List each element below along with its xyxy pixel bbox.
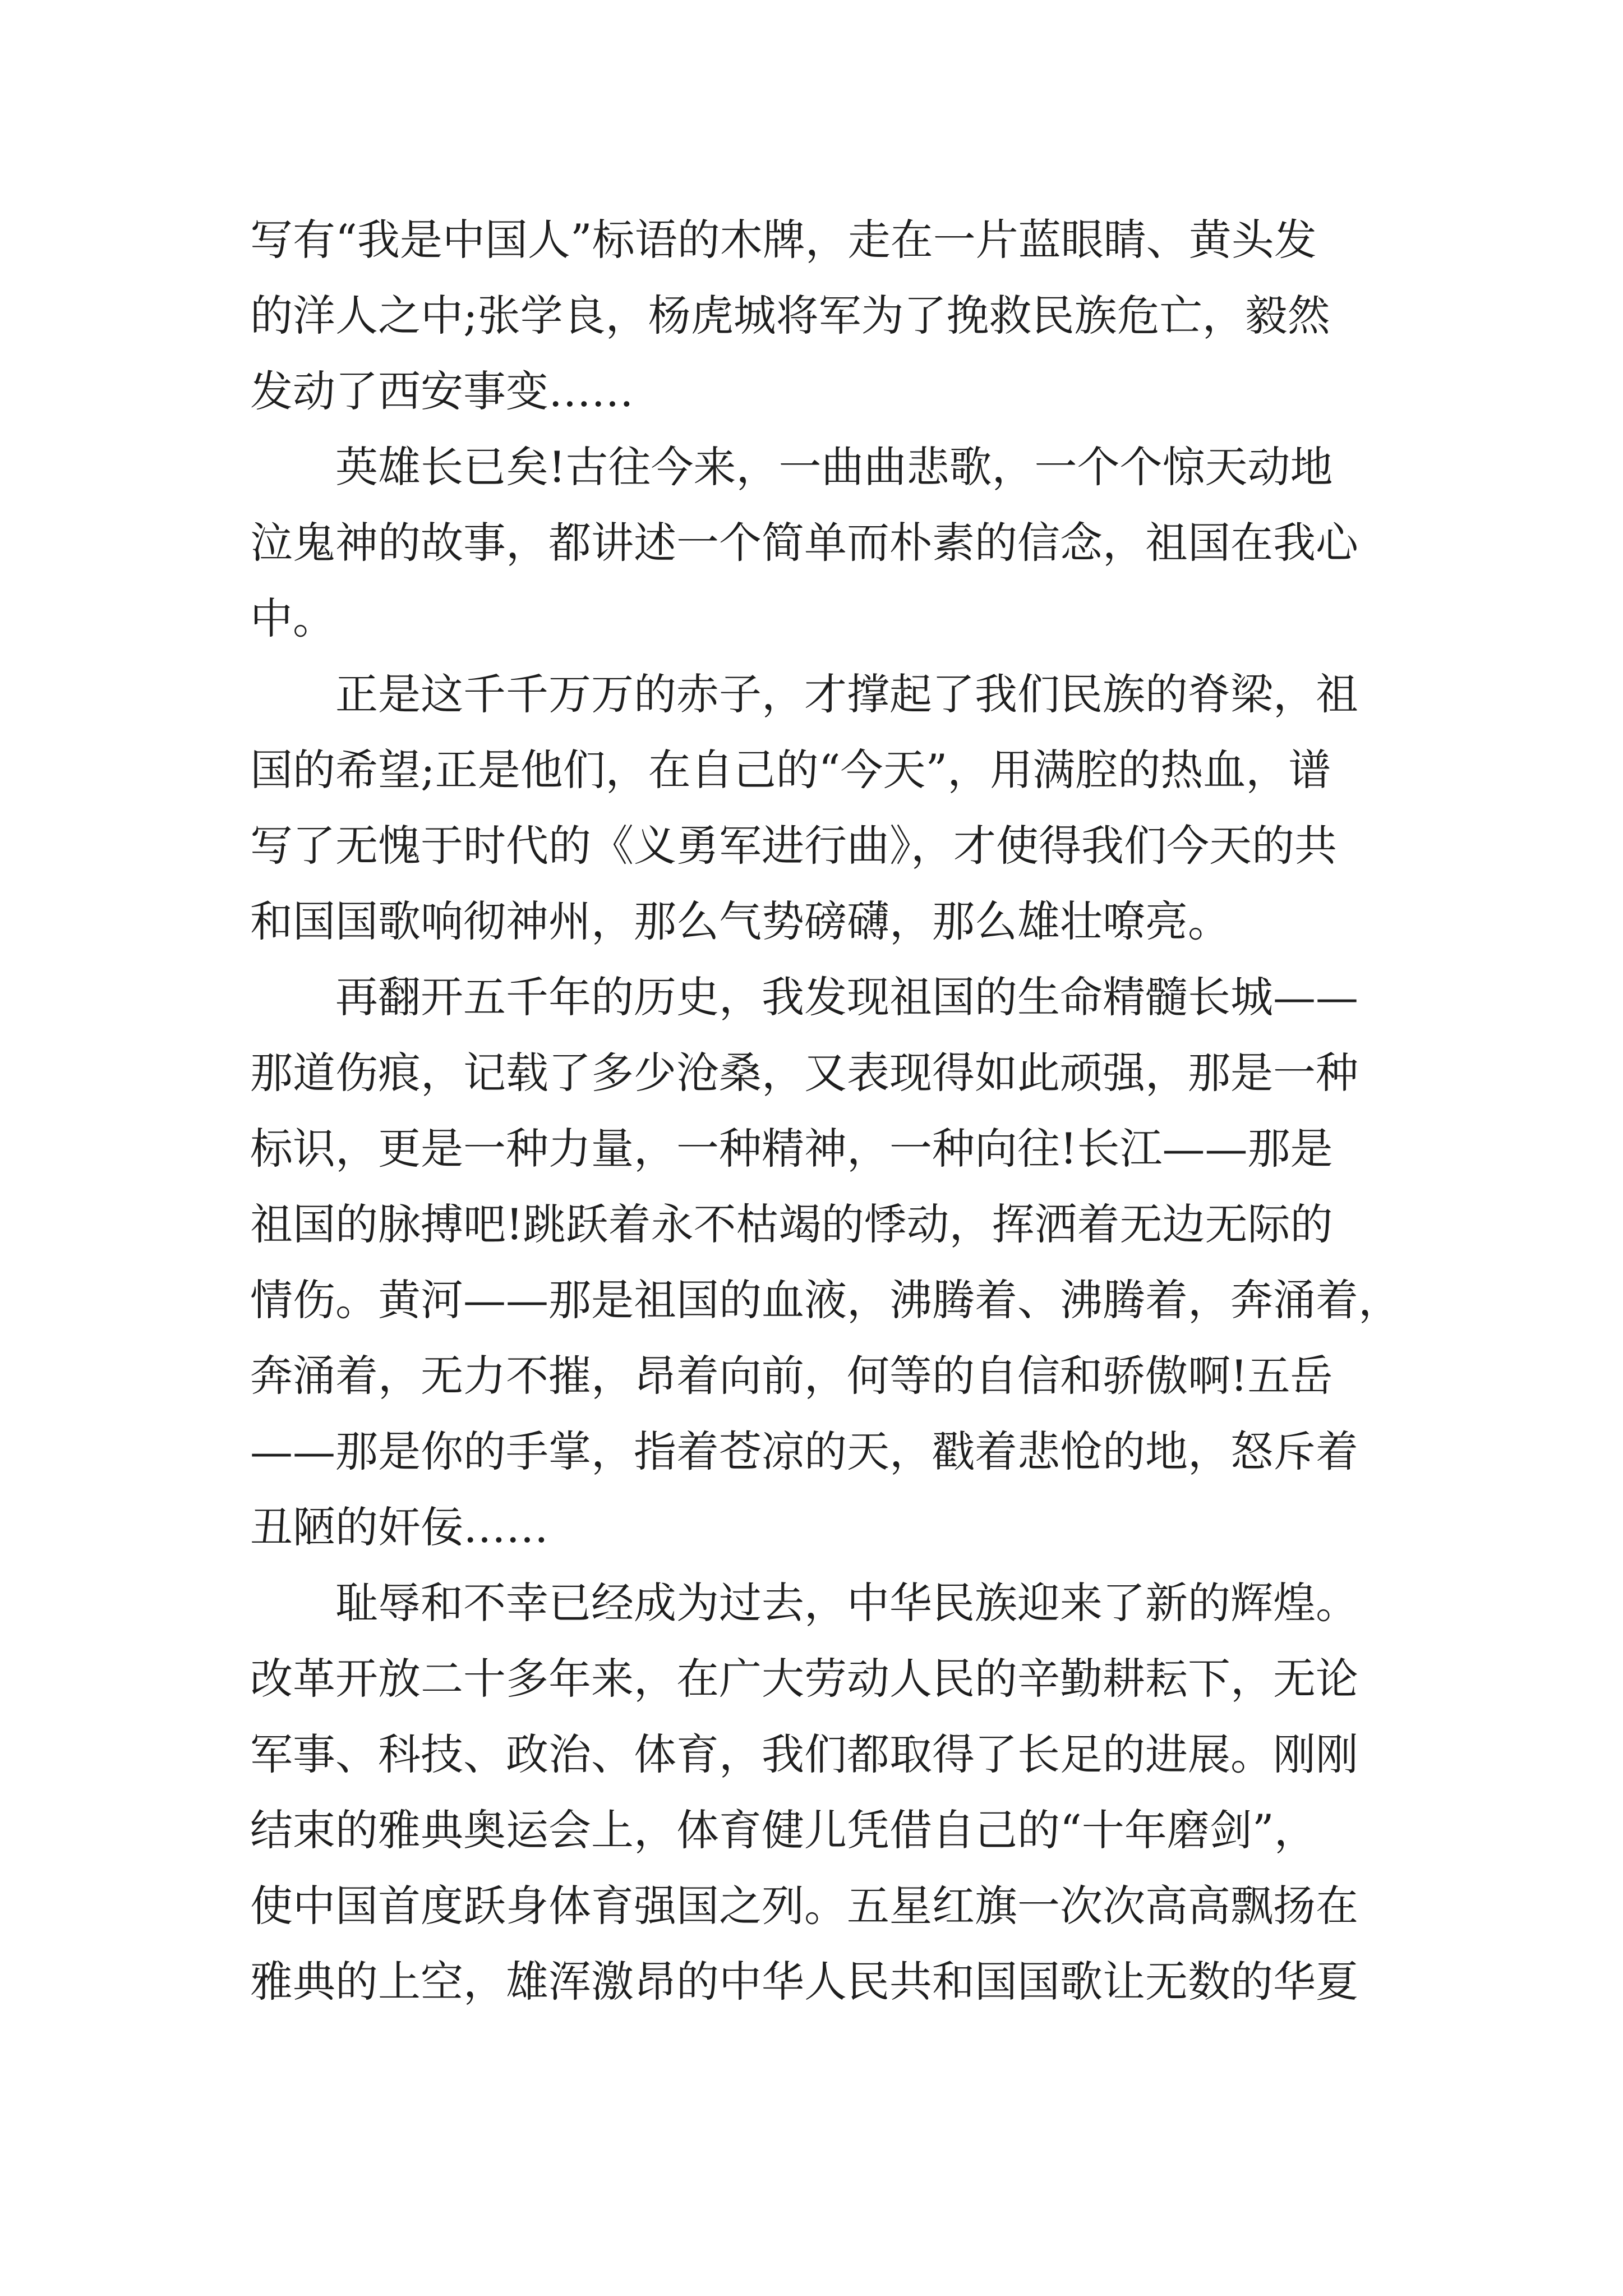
paragraph-3 xyxy=(250,656,1394,959)
text-line: 雅典的上空，雄浑激昂的中华人民共和国国歌让无数的华夏 xyxy=(250,1957,1358,2007)
text-line: 情伤。黄河——那是祖国的血液，沸腾着、沸腾着，奔涌着， xyxy=(250,1275,1401,1325)
text-line: 标识，更是一种力量，一种精神，一种向往!长江——那是 xyxy=(250,1124,1333,1174)
text-line: 军事、科技、政治、体育，我们都取得了长足的进展。刚刚 xyxy=(250,1729,1358,1779)
text-line: 使中国首度跃身体育强国之列。五星红旗一次次高高飘扬在 xyxy=(250,1881,1358,1931)
text-line: 奔涌着，无力不摧，昂着向前，何等的自信和骄傲啊!五岳 xyxy=(250,1351,1333,1401)
text-line: 国的希望;正是他们，在自己的“今天”，用满腔的热血，谱 xyxy=(250,745,1331,795)
text-line: 发动了西安事变…… xyxy=(250,366,634,416)
text-line: 祖国的脉搏吧!跳跃着永不枯竭的悸动，挥洒着无边无际的 xyxy=(250,1199,1333,1249)
text-line: 的洋人之中;张学良，杨虎城将军为了挽救民族危亡，毅然 xyxy=(250,291,1330,341)
text-line: 那道伤痕，记载了多少沧桑，又表现得如此顽强，那是一种 xyxy=(250,1048,1358,1098)
document-body xyxy=(250,202,1401,2019)
text-line: 正是这千千万万的赤子，才撑起了我们民族的脊梁，祖 xyxy=(335,669,1358,719)
text-line: 再翻开五千年的历史，我发现祖国的生命精髓长城—— xyxy=(335,972,1358,1022)
text-line: 写了无愧于时代的《义勇军进行曲》，才使得我们今天的共 xyxy=(250,821,1337,871)
text-line: 结束的雅典奥运会上，体育健儿凭借自己的“十年磨剑”， xyxy=(250,1805,1317,1855)
text-line: ——那是你的手掌，指着苍凉的天，戳着悲怆的地，怒斥着 xyxy=(250,1427,1358,1476)
text-line: 改革开放二十多年来，在广大劳动人民的辛勤耕耘下，无论 xyxy=(250,1654,1358,1704)
text-line: 泣鬼神的故事，都讲述一个简单而朴素的信念，祖国在我心 xyxy=(250,518,1358,568)
paragraph-4 xyxy=(250,959,1401,1565)
paragraph-1 xyxy=(250,202,1394,429)
text-line: 英雄长已矣!古往今来，一曲曲悲歌，一个个惊天动地 xyxy=(335,442,1333,492)
text-line: 丑陋的奸佞…… xyxy=(250,1502,548,1552)
text-line: 写有“我是中国人”标语的木牌，走在一片蓝眼睛、黄头发 xyxy=(250,215,1317,265)
text-line: 中。 xyxy=(250,593,335,643)
paragraph-5 xyxy=(250,1565,1394,2019)
paragraph-2 xyxy=(250,429,1394,656)
text-line: 耻辱和不幸已经成为过去，中华民族迎来了新的辉煌。 xyxy=(335,1578,1358,1628)
text-line: 和国国歌响彻神州，那么气势磅礴，那么雄壮嘹亮。 xyxy=(250,896,1230,946)
